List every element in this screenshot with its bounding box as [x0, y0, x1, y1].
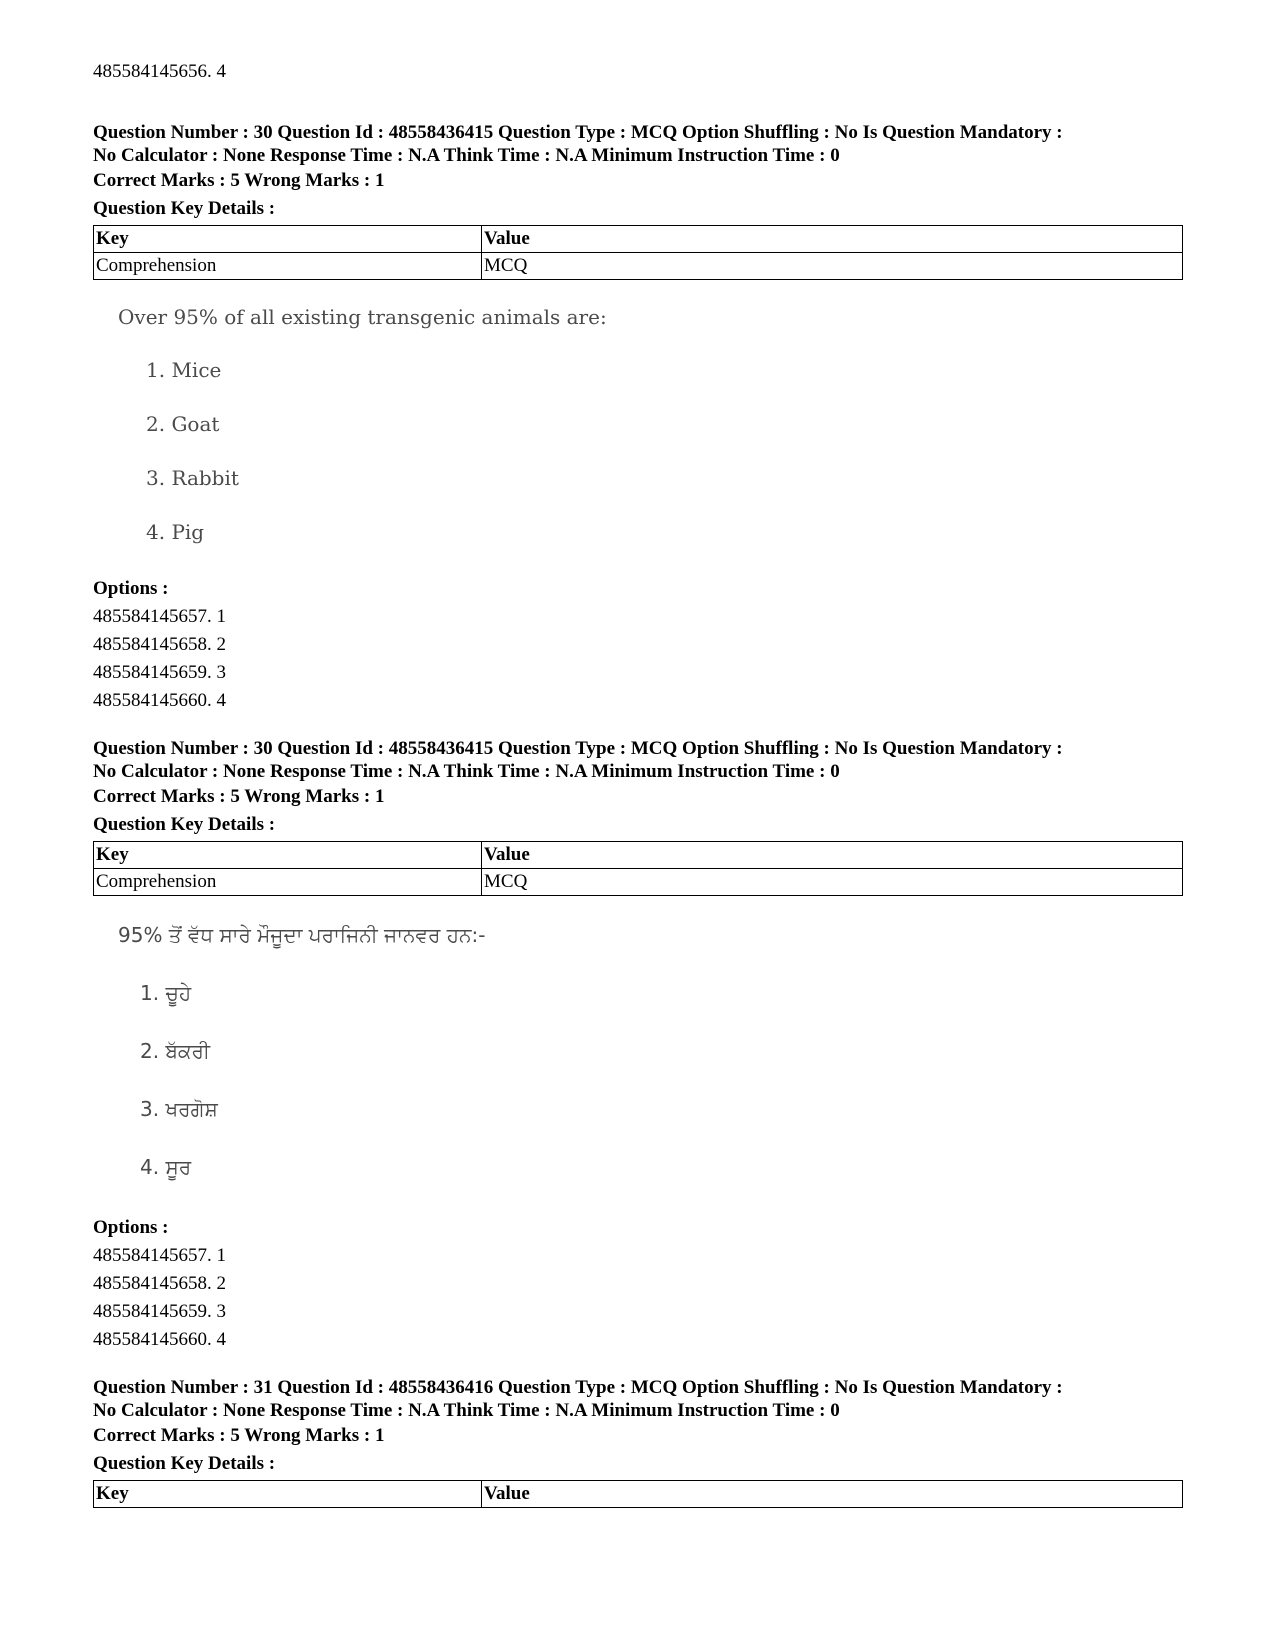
question-header-line2: No Calculator : None Response Time : N.A Think Time : N.A Minimum Instruction Time : 0	[93, 145, 840, 166]
options-section-2	[93, 1214, 1183, 1354]
table-row	[94, 253, 1183, 280]
key-details-table	[93, 1480, 1183, 1508]
key-details-label: Question Key Details :	[93, 1453, 276, 1474]
table-value-cell: MCQ	[482, 869, 1183, 896]
question-header-line1: Question Number : 31 Question Id : 48558436416 Question Type : MCQ Option Shuffling : No Is Question Mandatory :	[93, 1377, 1063, 1398]
options-section-1	[93, 575, 1183, 715]
question-header-line2: No Calculator : None Response Time : N.A Think Time : N.A Minimum Instruction Time : 0	[93, 1400, 840, 1421]
option-line-4: 485584145660. 4	[93, 1329, 226, 1350]
marks-line: Correct Marks : 5 Wrong Marks : 1	[93, 786, 385, 807]
question-image	[93, 906, 1183, 1196]
options-label: Options :	[93, 578, 169, 599]
question-image	[93, 291, 1183, 559]
question-option-2: 2. Goat	[146, 412, 220, 436]
table-row	[94, 869, 1183, 896]
option-line-2: 485584145658. 2	[93, 634, 226, 655]
table-header-row	[94, 842, 1183, 869]
table-key-cell: Comprehension	[94, 253, 482, 280]
option-line-2: 485584145658. 2	[93, 1273, 226, 1294]
marks-line: Correct Marks : 5 Wrong Marks : 1	[93, 1425, 385, 1446]
table-key-header: Key	[94, 1481, 482, 1508]
option-line-4: 485584145660. 4	[93, 690, 226, 711]
key-details-label: Question Key Details :	[93, 814, 276, 835]
table-header-row	[94, 226, 1183, 253]
option-line-1: 485584145657. 1	[93, 1245, 226, 1266]
table-key-header: Key	[94, 842, 482, 869]
question-text: Over 95% of all existing transgenic animals are:	[118, 305, 607, 329]
question-option-4: 4. ਸੂਰ	[140, 1155, 192, 1179]
table-key-cell: Comprehension	[94, 869, 482, 896]
table-key-header: Key	[94, 226, 482, 253]
table-value-header: Value	[482, 842, 1183, 869]
option-line-3: 485584145659. 3	[93, 662, 226, 683]
marks-line: Correct Marks : 5 Wrong Marks : 1	[93, 170, 385, 191]
table-header-row	[94, 1481, 1183, 1508]
question-text: 95% ਤੋਂ ਵੱਧ ਸਾਰੇ ਮੌਜੂਦਾ ਪਰਾਜਿਨੀ ਜਾਨਵਰ ਹਨ:-	[118, 923, 486, 947]
key-details-table	[93, 225, 1183, 280]
table-value-header: Value	[482, 1481, 1183, 1508]
question-header-line1: Question Number : 30 Question Id : 48558436415 Question Type : MCQ Option Shuffling : No Is Question Mandatory :	[93, 738, 1063, 759]
question-option-3: 3. ਖਰਗੋਸ਼	[140, 1097, 218, 1121]
option-line-3: 485584145659. 3	[93, 1301, 226, 1322]
question-option-2: 2. ਬੱਕਰੀ	[140, 1039, 210, 1063]
question-header-line1: Question Number : 30 Question Id : 48558436415 Question Type : MCQ Option Shuffling : No Is Question Mandatory :	[93, 122, 1063, 143]
question-option-1: 1. ਚੂਹੇ	[140, 981, 192, 1005]
previous-option-line: 485584145656. 4	[93, 61, 226, 82]
question-option-4: 4. Pig	[146, 520, 205, 544]
options-label: Options :	[93, 1217, 169, 1238]
question-option-3: 3. Rabbit	[146, 466, 239, 490]
key-details-label: Question Key Details :	[93, 198, 276, 219]
key-details-table	[93, 841, 1183, 896]
question-header-line2: No Calculator : None Response Time : N.A Think Time : N.A Minimum Instruction Time : 0	[93, 761, 840, 782]
question-block-1	[93, 121, 1183, 559]
table-value-cell: MCQ	[482, 253, 1183, 280]
table-value-header: Value	[482, 226, 1183, 253]
option-line-1: 485584145657. 1	[93, 606, 226, 627]
question-block-3	[93, 1376, 1183, 1508]
question-option-1: 1. Mice	[146, 358, 222, 382]
question-block-2	[93, 737, 1183, 1196]
